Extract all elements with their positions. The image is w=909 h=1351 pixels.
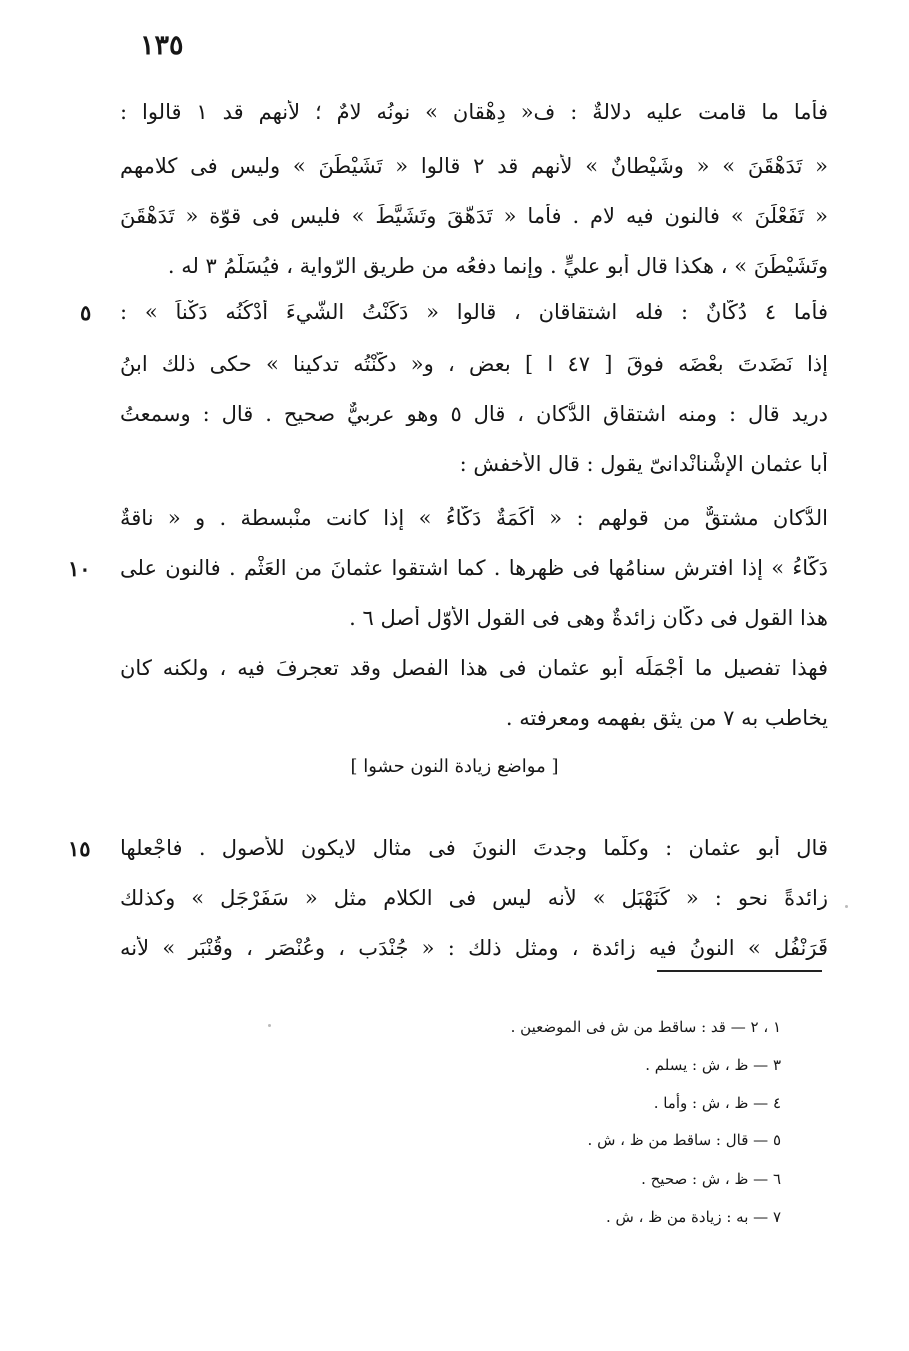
body-line: فأما ما قامت عليه دلالةٌ : ف« دِهْقان » نونُه لامٌ ؛ لأنهم قد ١ قالوا : xyxy=(120,100,828,124)
body-line: وتَشَيْطَنَ » ، هكذا قال أبو عليٍّ . وإنما دفعُه من طريقِ الرّواية ، فيُسَلَّمُ ٣ له . xyxy=(167,254,828,278)
margin-line-number: ١٥ xyxy=(68,836,91,861)
footnote: ١ ، ٢ — قد : ساقط من ش فى الموضعين . xyxy=(510,1018,781,1036)
footnote-rule xyxy=(657,970,822,972)
page-number: ١٣٥ xyxy=(140,30,184,61)
body-line: فهذا تفصيل ما أجْمَلَه أبو عثمان فى هذا الفصل وقد تعجرفَ فيه ، ولكنه كان xyxy=(120,656,828,680)
body-line: أبا عثمان الإشْنانْدانىّ يقول : قال الأخفش : xyxy=(459,452,828,476)
body-line: فأما ٤ دُكّانٌ : فله اشتقاقان ، قالوا « دَكَنْتُ الشّيءَ أدْكُنُه دَكْناً » : xyxy=(120,300,828,324)
body-line: زائدةً نحو : « كَنَهْبَلٍ » لأنه ليس فى الكلام مثل « سَفَرْجَلٍ » وكذلك xyxy=(120,886,828,910)
body-line: دَكّاءُ » إذا افترش سنامُها فى ظهرها . كما اشتقوا عثمانَ من العَثْم . فالنون على xyxy=(120,556,828,580)
margin-line-number: ٥ xyxy=(80,300,92,325)
body-line: « تَدَهْقَنَ » « وشَيْطانٌ » لأنهم قد ٢ قالوا « تَشَيْطَنَ » وليس فى كلامهم xyxy=(120,154,828,178)
scan-speck xyxy=(845,905,848,908)
footnote: ٤ — ظ ، ش : وأما . xyxy=(653,1094,781,1112)
body-line: قال أبو عثمان : وكلّما وجدتَ النونَ فى مثالٍ لايكون للأصول . فاجْعلها xyxy=(120,836,828,860)
footnote: ٧ — به : زيادة من ظ ، ش . xyxy=(605,1208,781,1226)
footnote: ٣ — ظ ، ش : يسلم . xyxy=(645,1056,781,1074)
body-line: الدُّكان مشتقٌّ من قولهم : « أكَمَةٌ دَكّاءُ » إذا كانت منْبسطة . و « ناقةٌ xyxy=(120,506,828,530)
margin-line-number: ١٠ xyxy=(68,556,91,581)
body-line: هذا القول فى دكّان زائدةٌ وهى فى القول الأوّل أصل ٦ . xyxy=(349,606,828,630)
footnote: ٥ — قال : ساقط من ظ ، ش . xyxy=(587,1131,781,1149)
footnote: ٦ — ظ ، ش : صحيح . xyxy=(641,1170,781,1188)
section-heading: [ مواضع زيادة النون حشوا ] xyxy=(350,756,559,777)
scan-speck xyxy=(268,1024,271,1027)
body-line: قَرَنْفُل » النونُ فيه زائدة ، ومثل ذلك : « جُنْدَب ، وعُنْصَر ، وقُنْبَر » لأنه xyxy=(120,936,828,960)
body-line: « تَفَعْلَنَ » فالنون فيه لام . فأما « تَدَهّقَ وتَشَيَّطَ » فليس فى قوّة « تَدَهْقَنَ xyxy=(120,204,828,228)
body-line: إذا نَضَدتَ بعْضَه فوقَ [ ٤٧ ا ] بعضٍ ، و« دكَّنْتُه تدكينا » حكى ذلك ابنُ xyxy=(120,352,828,376)
body-line: يخاطب به ٧ من يثق بفهمه ومعرفته . xyxy=(505,706,828,730)
body-line: دريد قال : ومنه اشتقاق الدُّكان ، قال ٥ وهو عربيٌّ صحيح . قال : وسمعتُ xyxy=(120,402,828,426)
